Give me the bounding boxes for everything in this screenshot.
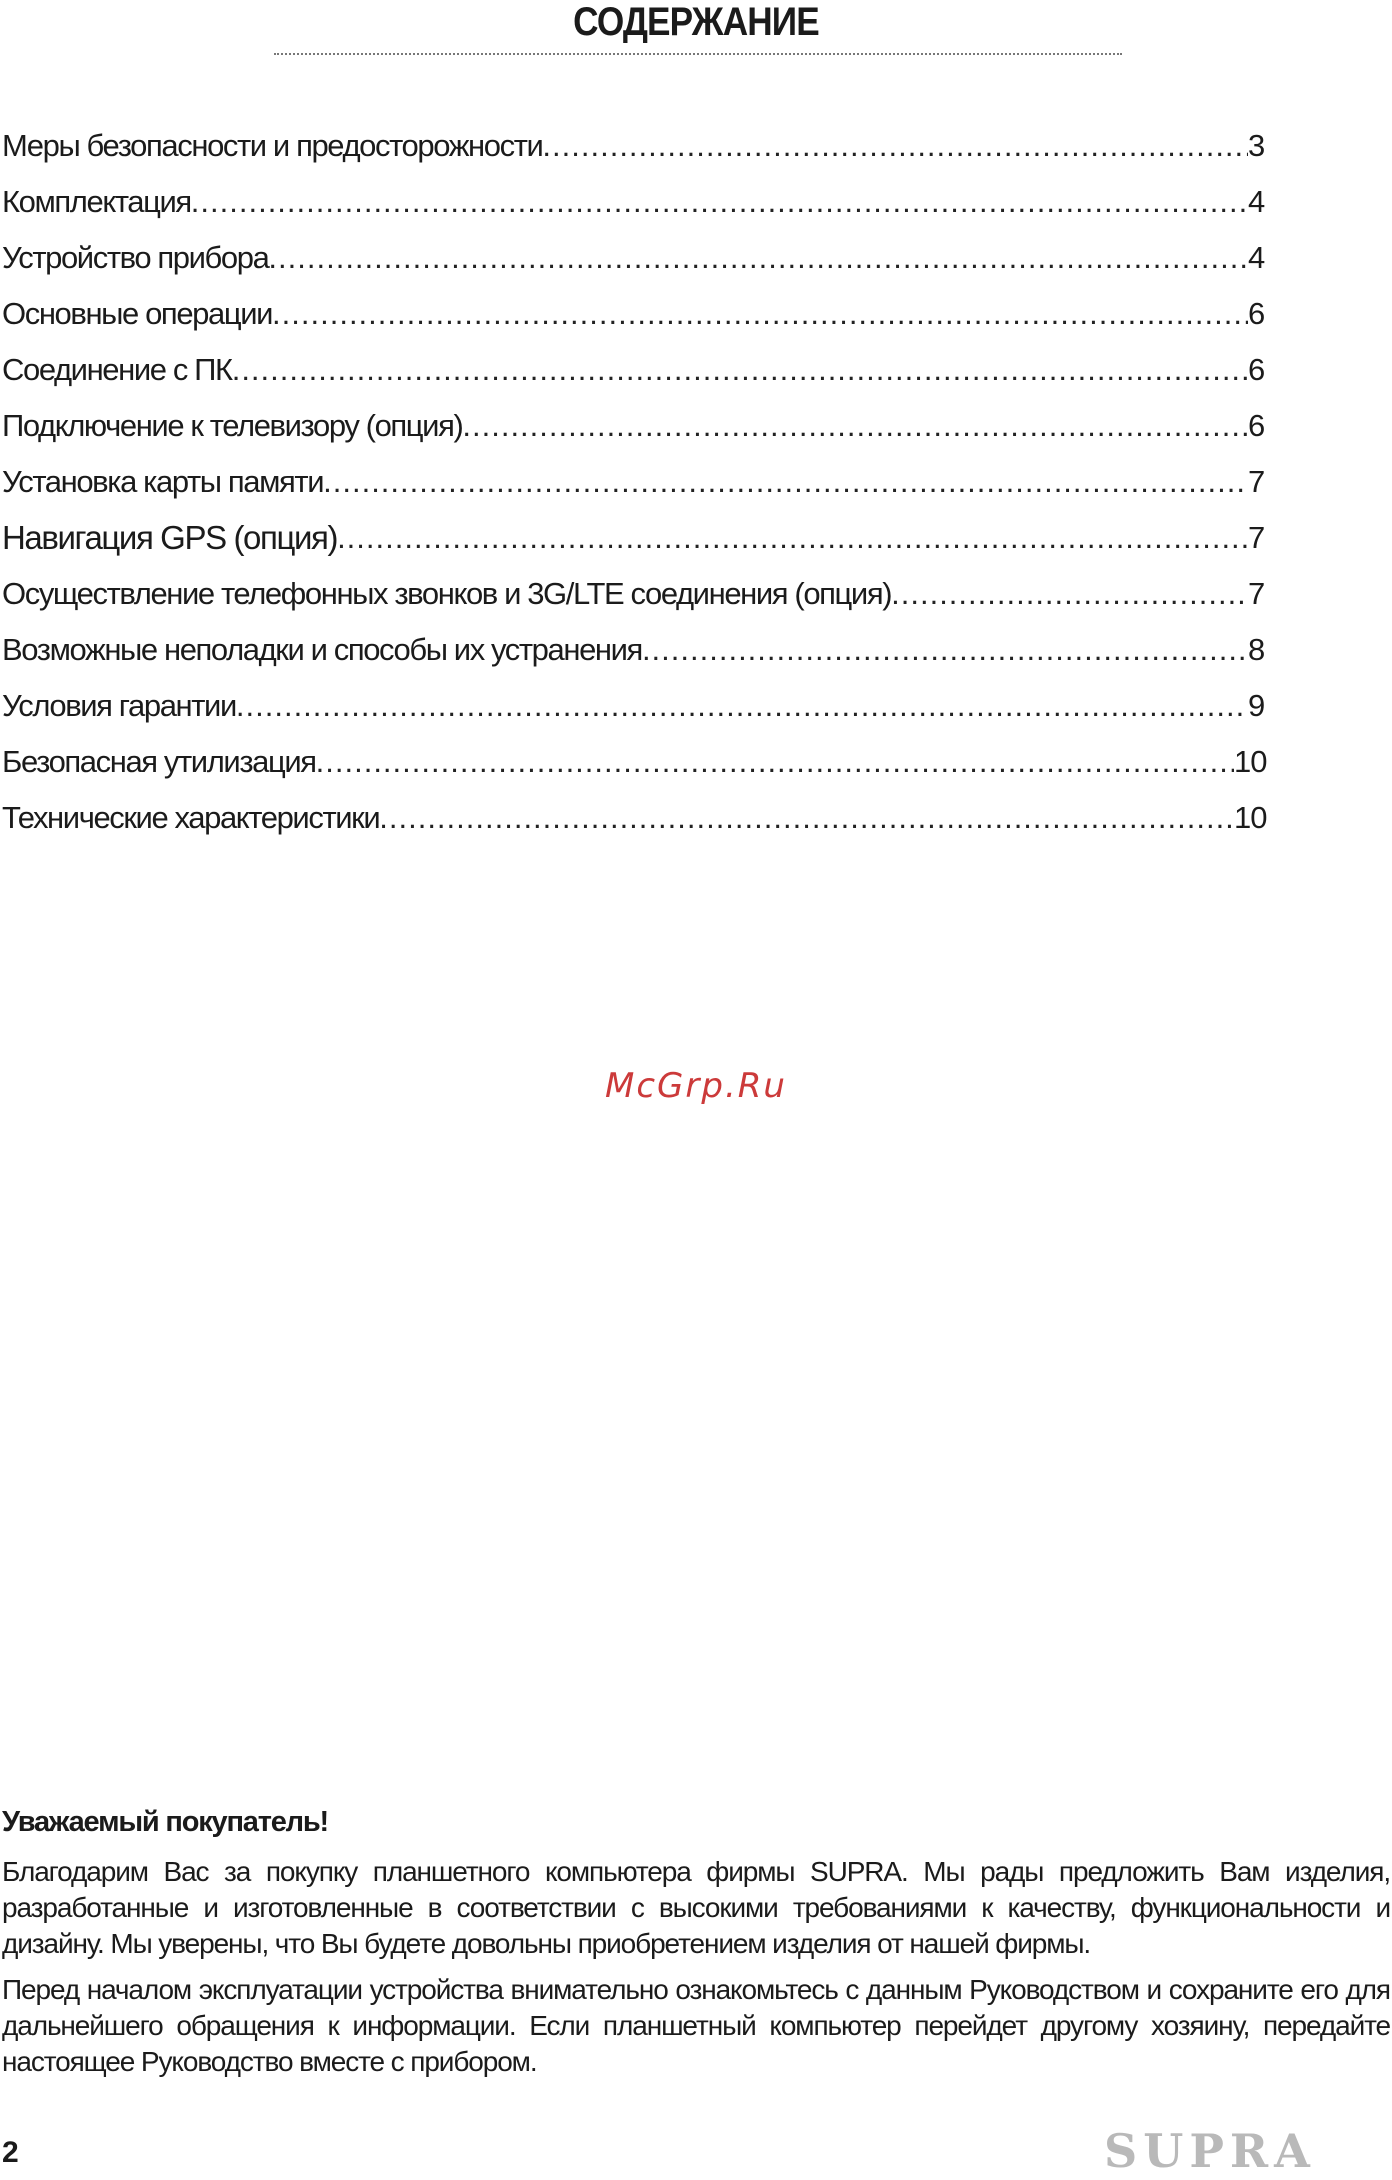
toc-leader-dots	[236, 684, 1248, 728]
toc-leader-dots	[272, 292, 1248, 336]
toc-item[interactable]	[2, 672, 1268, 728]
toc-item[interactable]	[2, 112, 1268, 168]
toc-item[interactable]	[2, 448, 1268, 504]
toc-item[interactable]	[2, 336, 1268, 392]
toc-item-page: 7	[1248, 520, 1265, 555]
toc-leader-dots	[268, 236, 1248, 280]
table-of-contents	[2, 112, 1268, 840]
toc-leader-dots	[232, 348, 1248, 392]
toc-leader-dots	[462, 404, 1248, 448]
toc-leader-dots	[379, 796, 1234, 840]
toc-item-page: 3	[1248, 128, 1265, 163]
title-divider	[274, 53, 1122, 55]
toc-item[interactable]	[2, 280, 1268, 336]
toc-item[interactable]	[2, 504, 1268, 560]
toc-item[interactable]	[2, 728, 1268, 784]
toc-item-page: 10	[1234, 800, 1267, 835]
toc-item[interactable]	[2, 224, 1268, 280]
toc-item-label: Навигация GPS (опция)	[2, 519, 338, 556]
customer-letter	[2, 1802, 1390, 2090]
toc-leader-dots	[642, 628, 1248, 672]
letter-paragraph: Благодарим Вас за покупку планшетного компьютера фирмы SUPRA. Мы рады предложить Вам изделия, разработанные и изготовленные в соответствии с высокими требованиями к качеству, функциональности и дизайну. Мы уверены, что Вы будете довольны приобретением изделия от нашей фирмы.	[2, 1856, 1390, 1959]
toc-item[interactable]	[2, 392, 1268, 448]
toc-item-page: 4	[1248, 184, 1265, 219]
toc-item-label: Соединение с ПК	[2, 352, 232, 387]
toc-item-page: 7	[1248, 576, 1265, 611]
toc-item-page: 6	[1248, 352, 1265, 387]
toc-item-page: 6	[1248, 296, 1265, 331]
toc-item-page: 4	[1248, 240, 1265, 275]
watermark-text: McGrp.Ru	[605, 1066, 787, 1106]
toc-item-label: Установка карты памяти	[2, 464, 324, 499]
toc-leader-dots	[542, 124, 1248, 168]
toc-item-label: Устройство прибора	[2, 240, 269, 275]
toc-item-label: Условия гарантии	[2, 688, 236, 723]
toc-leader-dots	[323, 460, 1248, 504]
letter-paragraph: Перед началом эксплуатации устройства внимательно ознакомьтесь с данным Руководством и сохраните его для дальнейшего обращения к информации. Если планшетный компьютер перейдет другому хозяину, передайте настоящее Руководство вместе с прибором.	[2, 1974, 1390, 2077]
toc-item-page: 7	[1248, 464, 1265, 499]
toc-item[interactable]	[2, 560, 1268, 616]
toc-item[interactable]	[2, 784, 1268, 840]
toc-item[interactable]	[2, 168, 1268, 224]
toc-item-page: 9	[1248, 688, 1265, 723]
toc-item-label: Возможные неполадки и способы их устранения	[2, 632, 642, 667]
toc-item-label: Меры безопасности и предосторожности	[2, 128, 543, 163]
toc-item-label: Осуществление телефонных звонков и 3G/LTE соединения (опция)	[2, 576, 892, 611]
toc-leader-dots	[337, 516, 1248, 560]
page-number: 2	[2, 2136, 19, 2169]
toc-leader-dots	[316, 740, 1234, 784]
toc-item-page: 8	[1248, 632, 1265, 667]
toc-item-label: Комплектация	[2, 184, 191, 219]
toc-item-page: 6	[1248, 408, 1265, 443]
letter-greeting: Уважаемый покупатель!	[2, 1806, 328, 1838]
toc-item-label: Безопасная утилизация	[2, 744, 316, 779]
toc-item-label: Основные операции	[2, 296, 273, 331]
toc-item-page: 10	[1234, 744, 1267, 779]
toc-item-label: Технические характеристики	[2, 800, 380, 835]
toc-leader-dots	[891, 572, 1248, 616]
brand-logo: SUPRA	[1104, 2124, 1316, 2178]
toc-item-label: Подключение к телевизору (опция)	[2, 408, 463, 443]
toc-leader-dots	[191, 180, 1248, 224]
toc-item[interactable]	[2, 616, 1268, 672]
page-title: СОДЕРЖАНИЕ	[573, 0, 819, 44]
